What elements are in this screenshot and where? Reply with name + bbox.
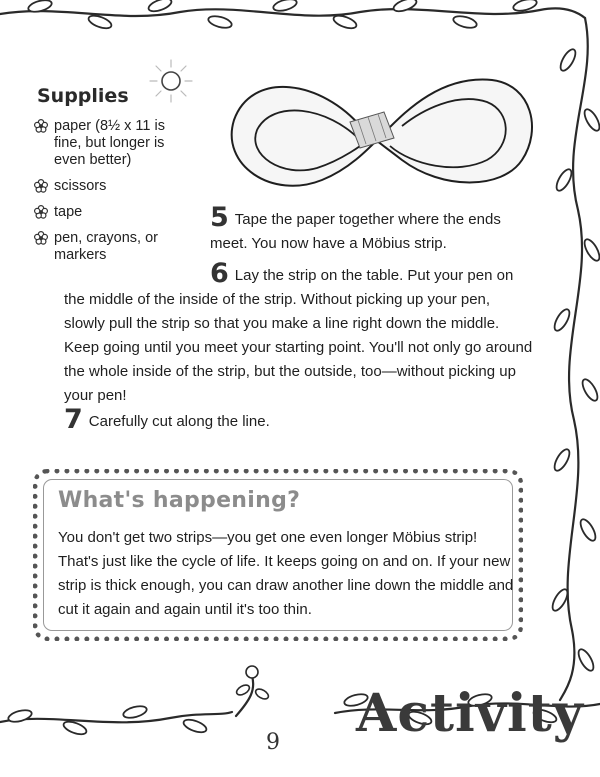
supply-item-text: scissors [54, 178, 107, 194]
mobius-strip-illustration [212, 50, 542, 210]
supplies-heading: Supplies [37, 85, 129, 107]
step-text: Tape the paper together where the ends meet. You now have a Möbius strip. [210, 211, 501, 252]
step-number: 6 [210, 258, 229, 289]
step-number: 5 [210, 202, 229, 233]
step-6 [64, 258, 534, 408]
whats-happening-text: You don't get two strips—you get one even longer Möbius strip! That's just like the cycle of life. It keeps going on and on. If your new strip is thick enough, you can draw another line down the middle and cut it again and again until it's too thin. [58, 529, 514, 618]
supply-item-text: pen, crayons, or markers [54, 230, 158, 263]
supply-item-text: paper (8½ x 11 is fine, but longer is even better) [54, 118, 165, 168]
step-7 [64, 404, 534, 435]
flower-bullet-icon [34, 179, 48, 193]
activity-section-label: Activity [356, 683, 584, 744]
whats-happening-heading: What's happening? [58, 488, 301, 513]
supplies-list [34, 118, 184, 273]
list-item [34, 204, 184, 221]
step-number: 7 [64, 404, 83, 435]
supply-item-text: tape [54, 204, 83, 220]
list-item [34, 178, 184, 195]
flower-bullet-icon [34, 231, 48, 245]
list-item [34, 230, 184, 264]
page-number: 9 [266, 730, 280, 755]
step-text: Carefully cut along the line. [88, 413, 270, 430]
step-text: Lay the strip on the table. Put your pen on the middle of the inside of the strip. Without picking up your pen, slowly pull the strip so that you make a line right down the middle. Keep going until you meet your starting point. You'll not only go around the whole inside of the strip, but the outside, too—without picking up your pen! [64, 267, 533, 404]
list-item [34, 118, 184, 169]
sun-icon [148, 58, 194, 104]
flower-bullet-icon [34, 205, 48, 219]
step-5 [210, 202, 530, 256]
flower-bullet-icon [34, 119, 48, 133]
